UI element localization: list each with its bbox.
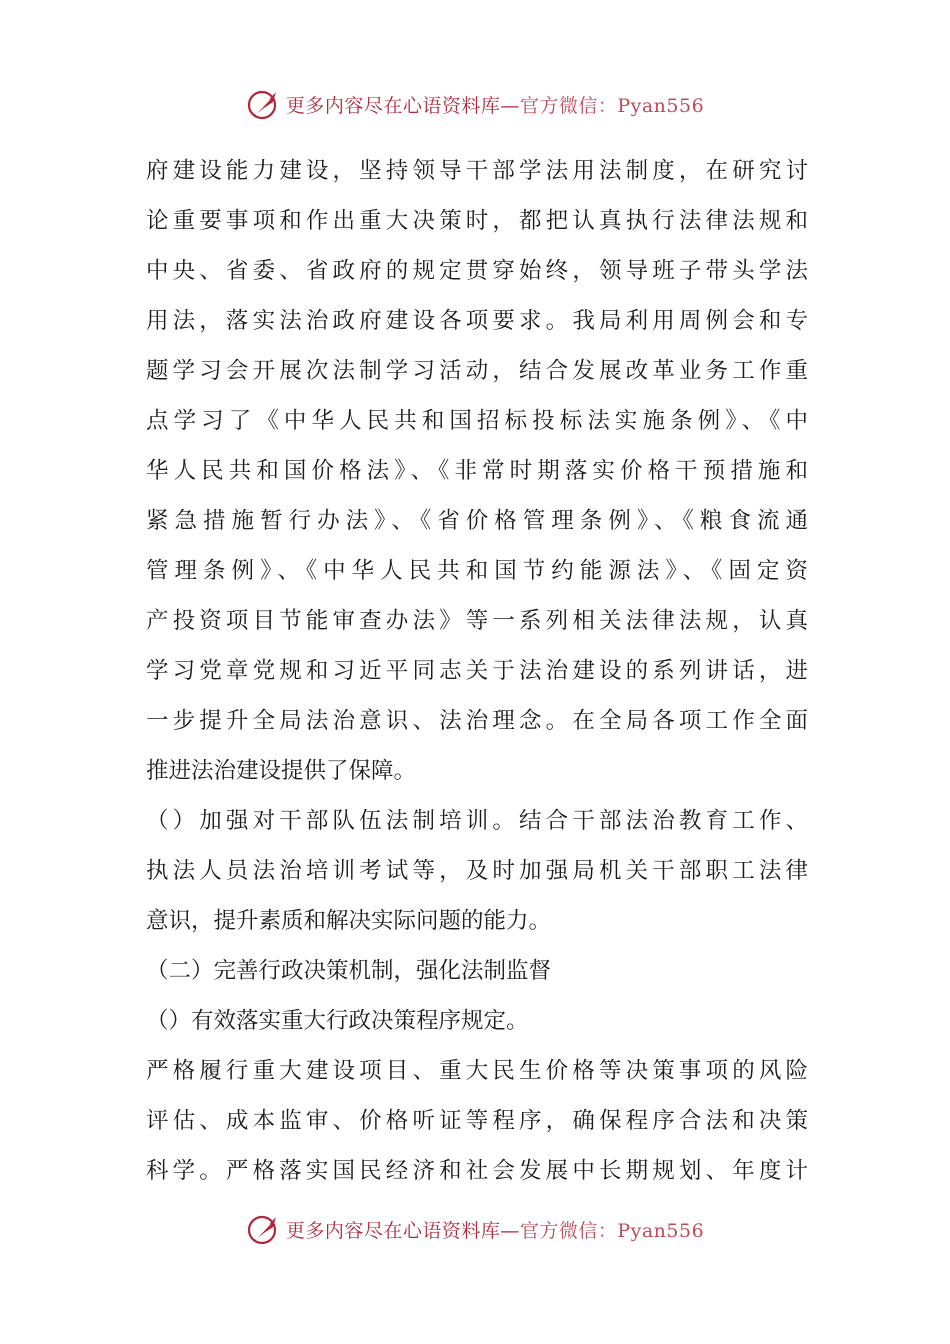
- text-line: 评估、成本监审、价格听证等程序，确保程序合法和决策: [146, 1108, 808, 1134]
- text-line: 用法，落实法治政府建设各项要求。我局利用周例会和专: [146, 308, 808, 334]
- text-line: 执法人员法治培训考试等，及时加强局机关干部职工法律: [146, 858, 808, 884]
- header-watermark: [0, 82, 950, 126]
- text-line: 严格履行重大建设项目、重大民生价格等决策事项的风险: [146, 1058, 808, 1084]
- watermark-site-text: 更多内容尽在心语资料库—: [285, 1219, 520, 1242]
- text-line: 论重要事项和作出重大决策时，都把认真执行法律法规和: [146, 208, 808, 234]
- text-line: 意识，提升素质和解决实际问题的能力。: [146, 908, 552, 934]
- text-line: （二）完善行政决策机制，强化法制监督: [146, 958, 552, 984]
- footer-watermark: [0, 1207, 950, 1251]
- text-line: （）有效落实重大行政决策程序规定。: [146, 1008, 529, 1034]
- text-line: 中央、省委、省政府的规定贯穿始终，领导班子带头学法: [146, 258, 808, 284]
- text-line: （）加强对干部队伍法制培训。结合干部法治教育工作、: [146, 808, 808, 834]
- watermark-site-text: 更多内容尽在心语资料库—: [285, 94, 520, 117]
- watermark-contact-text: 官方微信：Pyan556: [519, 94, 705, 117]
- text-line: 产投资项目节能审查办法》等一系列相关法律法规，认真: [146, 608, 808, 634]
- text-line: 一步提升全局法治意识、法治理念。在全局各项工作全面: [146, 708, 808, 734]
- quill-logo-icon: [246, 86, 282, 122]
- text-line: 紧急措施暂行办法》、《省价格管理条例》、《粮食流通: [146, 508, 808, 534]
- text-line: 管理条例》、《中华人民共和国节约能源法》、《固定资: [146, 558, 808, 584]
- text-line: 学习党章党规和习近平同志关于法治建设的系列讲话，进: [146, 658, 808, 684]
- text-line: 推进法治建设提供了保障。: [146, 758, 417, 784]
- text-line: 点学习了《中华人民共和国招标投标法实施条例》、《中: [146, 408, 808, 434]
- text-line: 华人民共和国价格法》、《非常时期落实价格干预措施和: [146, 458, 808, 484]
- watermark-contact-text: 官方微信：Pyan556: [519, 1219, 705, 1242]
- text-line: 科学。严格落实国民经济和社会发展中长期规划、年度计: [146, 1158, 808, 1184]
- document-body: [146, 146, 808, 1196]
- text-line: 题学习会开展次法制学习活动，结合发展改革业务工作重: [146, 358, 808, 384]
- text-line: 府建设能力建设，坚持领导干部学法用法制度，在研究讨: [146, 158, 808, 184]
- quill-logo-icon: [246, 1211, 282, 1247]
